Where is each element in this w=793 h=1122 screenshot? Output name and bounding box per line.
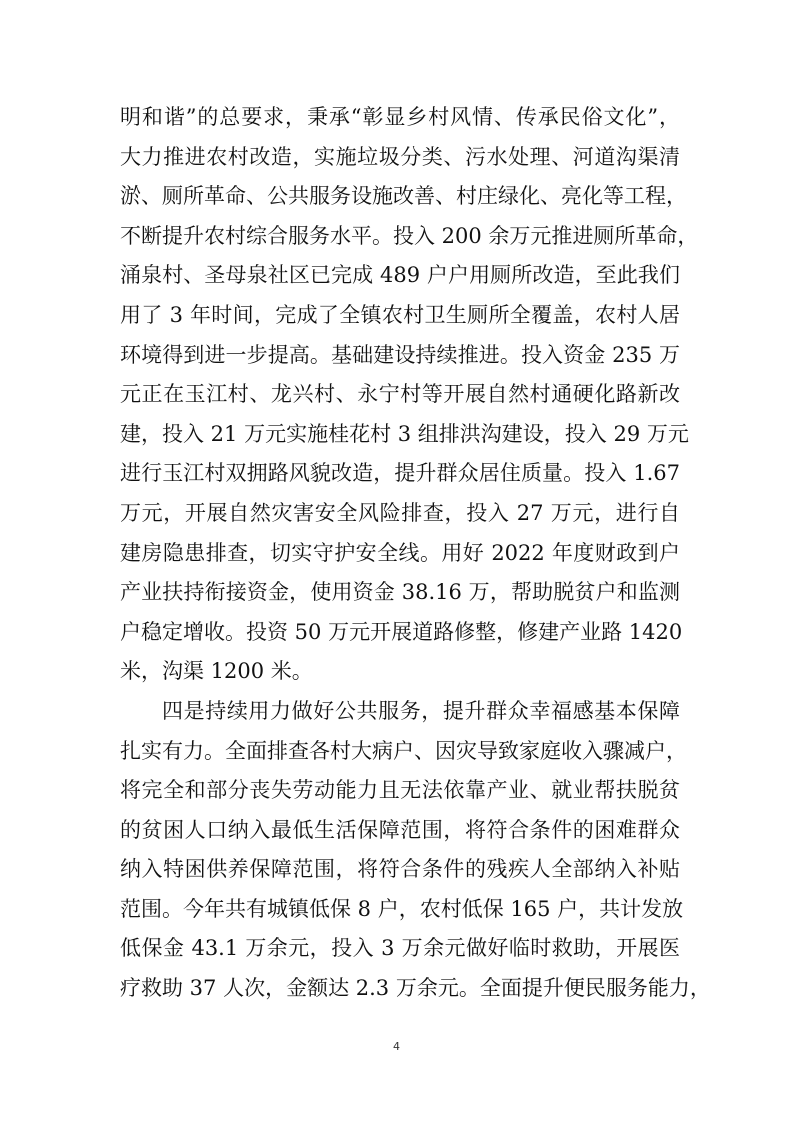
page-number: 4 (393, 1040, 400, 1053)
paragraph-first-line: 四是持续用力做好公共服务，提升群众幸福感基本保障 (162, 698, 680, 723)
body-text (120, 98, 711, 1009)
text-line: 明和谐”的总要求，秉承“彰显乡村风情、传承民俗文化”， (120, 105, 680, 129)
text-line: 万元，开展自然灾害安全风险排查，投入 27 万元，进行自 (120, 500, 680, 525)
text-line: 的贫困人口纳入最低生活保障范围，将符合条件的困难群众 (120, 817, 680, 842)
text-line: 产业扶持衔接资金，使用资金 38.16 万，帮助脱贫户和监测 (120, 580, 680, 605)
text-line: 扎实有力。全面排查各村大病户、因灾导致家庭收入骤减户， (120, 738, 687, 763)
paragraph-end-line: 米，沟渠 1200 米。 (120, 659, 313, 684)
text-line: 范围。今年共有城镇低保 8 户，农村低保 165 户，共计发放 (120, 896, 684, 921)
text-line: 环境得到进一步提高。基础建设持续推进。投入资金 235 万 (120, 342, 680, 367)
text-line: 不断提升农村综合服务水平。投入 200 余万元推进厕所革命， (120, 223, 699, 248)
text-line: 建房隐患排查，切实守护安全线。用好 2022 年度财政到户 (120, 540, 680, 565)
text-line: 户稳定增收。投资 50 万元开展道路修整，修建产业路 1420 (120, 619, 683, 644)
text-line: 大力推进农村改造，实施垃圾分类、污水处理、河道沟渠清 (120, 144, 680, 169)
text-line: 将完全和部分丧失劳动能力且无法依靠产业、就业帮扶脱贫 (120, 778, 680, 803)
text-line: 低保金 43.1 万余元，投入 3 万余元做好临时救助，开展医 (120, 936, 680, 961)
text-line: 元正在玉江村、龙兴村、永宁村等开展自然村通硬化路新改 (120, 382, 680, 407)
text-line: 纳入特困供养保障范围，将符合条件的残疾人全部纳入补贴 (120, 857, 680, 882)
text-line: 涌泉村、圣母泉社区已完成 489 户户用厕所改造，至此我们 (120, 263, 680, 288)
text-line: 建，投入 21 万元实施桂花村 3 组排洪沟建设，投入 29 万元 (120, 421, 689, 446)
text-line: 疗救助 37 人次，金额达 2.3 万余元。全面提升便民服务能力， (120, 976, 711, 1001)
text-line: 用了 3 年时间，完成了全镇农村卫生厕所全覆盖，农村人居 (120, 302, 680, 327)
text-line: 进行玉江村双拥路风貌改造，提升群众居住质量。投入 1.67 (120, 461, 680, 486)
text-line: 淤、厕所革命、公共服务设施改善、村庄绿化、亮化等工程， (120, 184, 687, 209)
